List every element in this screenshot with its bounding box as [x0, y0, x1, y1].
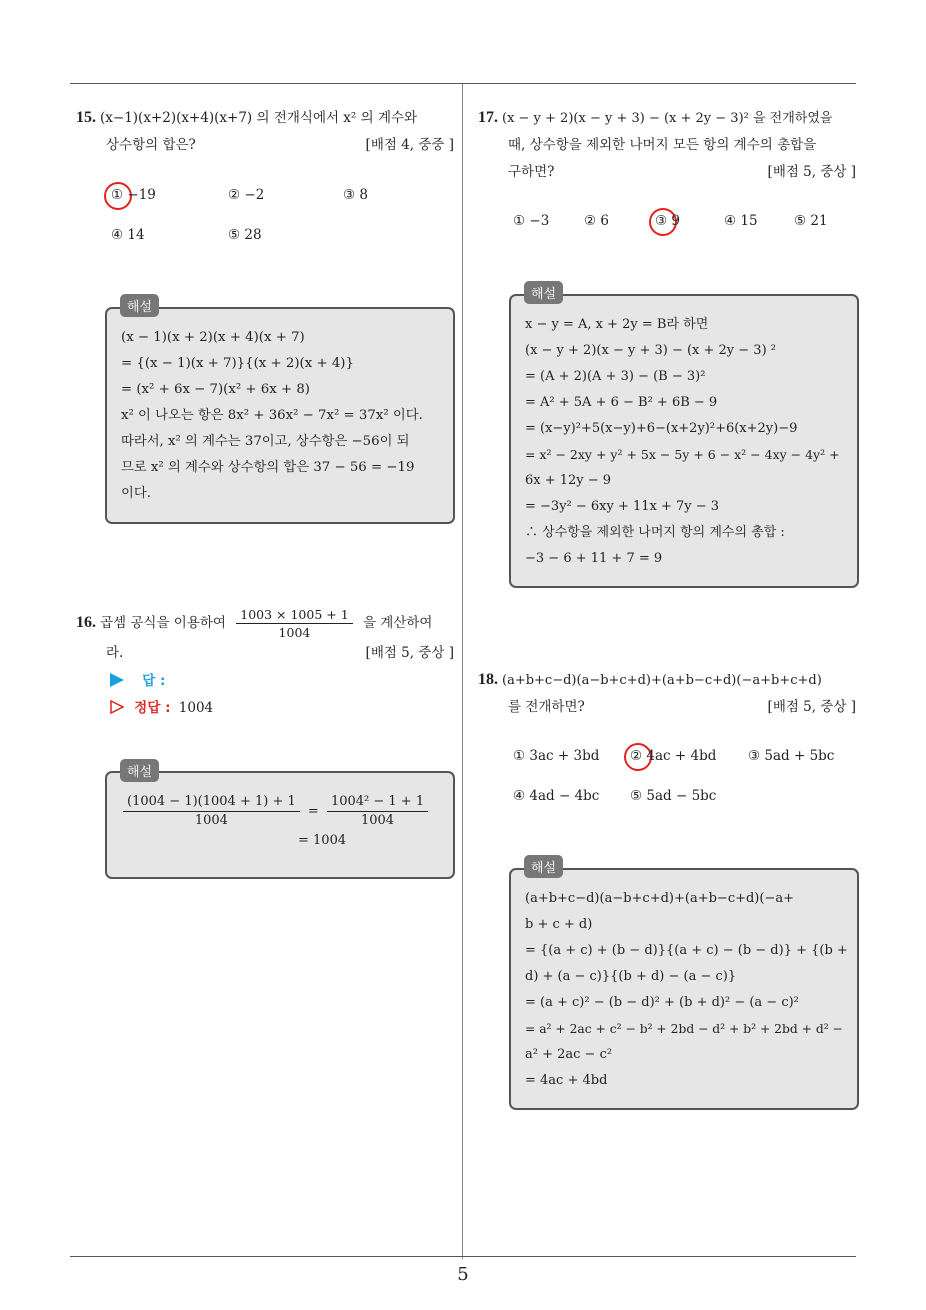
choice-4[interactable]: ④ 4ad − 4bc [513, 788, 600, 804]
score-label: [배점 5, 중상 ] [767, 164, 856, 180]
solution-line: ∴ 상수항을 제외한 나머지 항의 계수의 총합 : [525, 525, 785, 540]
question-number: 15. [76, 109, 96, 126]
question-18 [478, 666, 856, 721]
choice-5[interactable]: ⑤ 5ad − 5bc [630, 788, 717, 804]
score-label: [배점 5, 중상 ] [365, 645, 454, 661]
solution-line: (a+b+c−d)(a−b+c+d)+(a+b−c+d)(−a+ [525, 891, 794, 906]
choice-1[interactable]: ① 3ac + 3bd [513, 748, 600, 764]
choice-5[interactable]: ⑤ 21 [794, 213, 828, 229]
solution-badge: 해설 [120, 759, 159, 782]
top-rule [70, 83, 856, 84]
question-16 [76, 606, 454, 665]
fraction-denominator: 1004 [278, 625, 311, 640]
choice-1[interactable]: ① −19 [111, 187, 156, 203]
question-stem: 을 계산하여 [362, 615, 433, 631]
page-number: 5 [457, 1264, 469, 1285]
question-stem: 를 전개하면? [508, 699, 585, 715]
question-15 [76, 104, 454, 159]
solution-badge: 해설 [524, 855, 563, 878]
choice-4[interactable]: ④ 14 [111, 227, 145, 243]
solution-box [105, 307, 455, 524]
correct-answer-row [110, 696, 213, 716]
solution-text [123, 793, 428, 830]
solution-line: a² + 2ac − c² [525, 1047, 613, 1062]
choice-1[interactable]: ① −3 [513, 213, 550, 229]
solution-line: = a² + 2ac + c² − b² + 2bd − d² + b² + 2bd + d² − [525, 1022, 843, 1036]
solution-line: −3 − 6 + 11 + 7 = 9 [525, 551, 663, 566]
solution-line: = (x−y)²+5(x−y)+6−(x+2y)²+6(x+2y)−9 [525, 421, 798, 436]
fraction-numerator: (1004 − 1)(1004 + 1) + 1 [123, 793, 300, 812]
fraction-denominator: 1004 [360, 813, 395, 828]
question-number: 18. [478, 671, 498, 688]
solution-line: = (A + 2)(A + 3) − (B − 3)² [525, 369, 706, 384]
solution-line: 6x + 12y − 9 [525, 473, 612, 488]
solution-box [105, 771, 455, 879]
question-number: 16. [76, 614, 96, 631]
outline-arrow-icon [110, 700, 124, 714]
solution-line: x − y = A, x + 2y = B라 하면 [525, 317, 709, 332]
solution-result: = 1004 [298, 833, 347, 848]
solution-badge: 해설 [120, 294, 159, 317]
choice-2[interactable]: ② −2 [228, 187, 265, 203]
choice-3[interactable]: ③ 8 [343, 187, 368, 203]
question-stem: (x − y + 2)(x − y + 3) − (x + 2y − 3)² 을 전개하였을 [502, 111, 833, 126]
choice-4[interactable]: ④ 15 [724, 213, 758, 229]
solution-line: 이다. [121, 486, 151, 501]
solution-line: = −3y² − 6xy + 11x + 7y − 3 [525, 499, 720, 514]
solution-line: x² 이 나오는 항은 8x² + 36x² − 7x² = 37x² 이다. [121, 408, 423, 423]
choice-3[interactable]: ③ 5ad + 5bc [748, 748, 835, 764]
solution-line: d) + (a − c)}{(b + d) − (a − c)} [525, 969, 737, 984]
solution-text [525, 886, 848, 1094]
score-label: [배점 5, 중상 ] [767, 699, 856, 715]
question-stem: 상수항의 합은? [106, 137, 196, 153]
question-number: 17. [478, 109, 498, 126]
question-stem: 곱셈 공식을 이용하여 [100, 615, 226, 631]
solution-badge: 해설 [524, 281, 563, 304]
solution-line: = {(a + c) + (b − d)}{(a + c) − (b − d)} + {(b + [525, 943, 848, 958]
solution-box [509, 294, 859, 588]
question-stem: 라. [106, 645, 124, 661]
question-stem: (x−1)(x+2)(x+4)(x+7) 의 전개식에서 x² 의 계수와 [100, 110, 418, 126]
play-arrow-icon [110, 673, 124, 687]
solution-line: = (x² + 6x − 7)(x² + 6x + 8) [121, 382, 310, 397]
solution-line: = (a + c)² − (b − d)² + (b + d)² − (a − c)² [525, 995, 799, 1010]
choice-5[interactable]: ⑤ 28 [228, 227, 262, 243]
solution-line: (x − 1)(x + 2)(x + 4)(x + 7) [121, 330, 305, 345]
fraction-numerator: 1003 × 1005 + 1 [236, 606, 352, 624]
fraction [123, 793, 300, 830]
question-stem: 구하면? [508, 164, 555, 180]
correct-label: 정답 : [134, 700, 171, 716]
solution-text [525, 312, 845, 572]
solution-line: 므로 x² 의 계수와 상수항의 합은 37 − 56 = −19 [121, 460, 415, 475]
score-label: [배점 4, 중중 ] [365, 137, 454, 153]
answer-label: 답 : [142, 673, 166, 689]
solution-line: = x² − 2xy + y² + 5x − 5y + 6 − x² − 4xy − 4y² + [525, 447, 840, 462]
fraction [327, 793, 428, 830]
solution-line: = A² + 5A + 6 − B² + 6B − 9 [525, 395, 718, 410]
choice-3[interactable]: ③ 9 [655, 213, 680, 229]
column-divider [462, 84, 463, 1259]
correct-value: 1004 [178, 700, 214, 716]
question-17 [478, 104, 856, 186]
choice-2[interactable]: ② 4ac + 4bd [630, 748, 717, 764]
fraction-numerator: 1004² − 1 + 1 [327, 793, 428, 812]
solution-line: = 4ac + 4bd [525, 1073, 608, 1088]
solution-line: = {(x − 1)(x + 7)}{(x + 2)(x + 4)} [121, 356, 354, 371]
solution-text [121, 325, 441, 507]
answer-input-row[interactable] [110, 669, 165, 689]
question-stem: 때, 상수항을 제외한 나머지 모든 항의 계수의 총합을 [508, 137, 817, 153]
equals-sign: = [307, 804, 319, 819]
question-stem: (a+b+c−d)(a−b+c+d)+(a+b−c+d)(−a+b+c+d) [502, 673, 822, 688]
solution-line: b + c + d) [525, 917, 593, 932]
solution-line: 따라서, x² 의 계수는 37이고, 상수항은 −56이 되 [121, 434, 410, 449]
bottom-rule [70, 1256, 856, 1257]
fraction [236, 606, 352, 641]
fraction-denominator: 1004 [194, 813, 228, 828]
choice-2[interactable]: ② 6 [584, 213, 609, 229]
solution-line: (x − y + 2)(x − y + 3) − (x + 2y − 3) ² [525, 343, 776, 358]
solution-box [509, 868, 859, 1110]
